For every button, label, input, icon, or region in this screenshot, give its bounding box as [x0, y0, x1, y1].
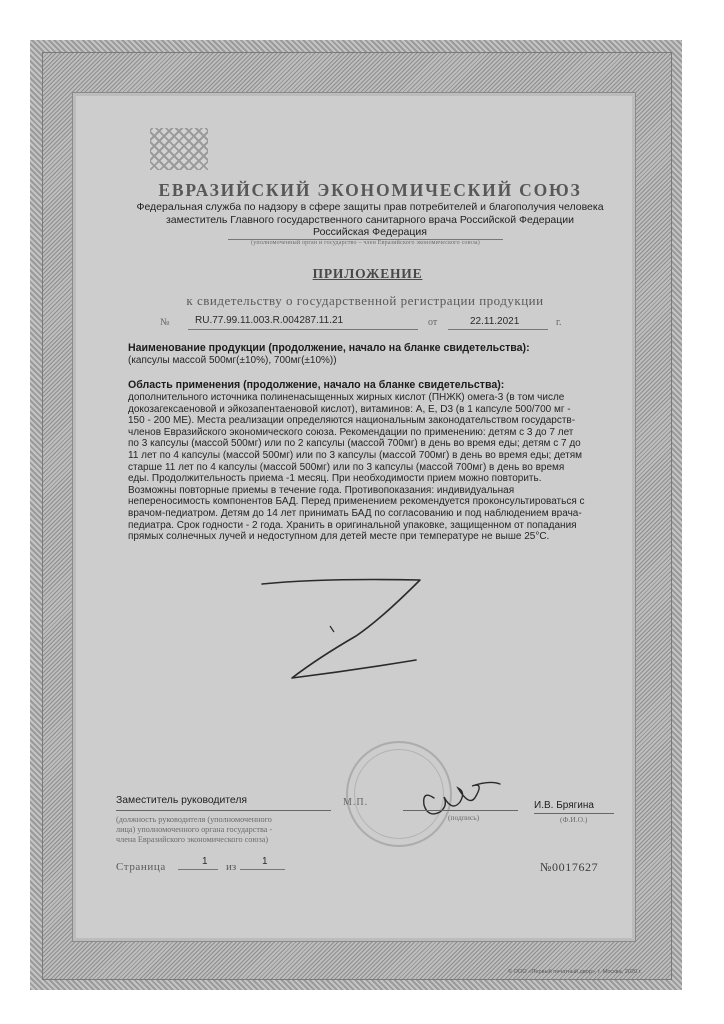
- application-area-line: педиатра. Срок годности - 2 года. Хранить в оригинальной упаковке, защищенном от попадания: [128, 519, 577, 531]
- application-area-line: еды. Продолжительность приема -1 месяц. При необходимости прием можно повторить.: [128, 473, 542, 485]
- signature-underline: [403, 810, 518, 811]
- application-area-text: [128, 392, 618, 543]
- product-name-heading: Наименование продукции (продолжение, начало на бланке свидетельства):: [128, 342, 530, 354]
- form-serial-number: №0017627: [540, 860, 599, 874]
- application-area-line: докозагексаеновой и эйкозапентаеновой кислот), витаминов: А, Е, D3 (в 1 капсуле 500/700 мг -: [128, 403, 571, 415]
- product-name-line: (капсулы массой 500мг(±10%), 700мг(±10%)): [128, 355, 337, 366]
- appendix-title: ПРИЛОЖЕНИЕ: [312, 266, 423, 281]
- stamp-place-mark: М.П.: [343, 797, 369, 808]
- signer-name-underline: [534, 813, 614, 814]
- registration-number-underline: [188, 329, 418, 330]
- application-area-line: 11 лет по 4 капсулы (массой 500мг) или по 3 капсулы (массой 700мг) в день во время еды; детям: [128, 449, 582, 461]
- registration-date-underline: [448, 329, 548, 330]
- union-title: ЕВРАЗИЙСКИЙ ЭКОНОМИЧЕСКИЙ СОЮЗ: [158, 180, 582, 200]
- registration-date-label: от: [428, 317, 438, 328]
- registration-number: RU.77.99.11.003.R.004287.11.21: [195, 315, 344, 326]
- application-area-line: врачом-педиатром. Детям до 14 лет принимать БАД по согласованию и под наблюдением врача-: [128, 507, 582, 519]
- signature-caption: (подпись): [448, 813, 480, 822]
- application-area-line: прямых солнечных лучей и недоступном для детей месте при температуре не выше 25°С.: [128, 531, 550, 543]
- page-label: Страница: [116, 861, 166, 873]
- appendix-subtitle: к свидетельству о государственной регистрации продукции: [186, 293, 544, 308]
- application-area-line: по 3 капсулы (массой 500мг) или по 2 капсулы (массой 700мг) в день во время еды; детям с 7 до: [128, 438, 581, 450]
- page-number-underline: [178, 869, 218, 870]
- role-caption-line: лица) уполномоченного органа государства -: [116, 824, 273, 834]
- application-area-line: непереносимость компонентов БАД. Перед применением рекомендуется проконсультироваться с: [128, 496, 585, 508]
- role-caption-line: (должность руководителя (уполномоченного: [116, 815, 272, 824]
- application-area-line: Возможны повторные приемы в течение года. Противопоказания: индивидуальная: [128, 484, 515, 496]
- application-area-line: членов Евразийского экономического союза. Рекомендации по применению: детям с 3 до 7 лет: [128, 426, 574, 438]
- registration-year-suffix: г.: [556, 317, 562, 328]
- issuing-agency: [116, 201, 624, 239]
- application-area-line: дополнительного источника полиненасыщенных жирных кислот (ПНЖК) омега-3 (в том числе: [128, 392, 565, 403]
- page-total-underline: [240, 869, 285, 870]
- page-number: 1: [202, 856, 208, 867]
- page-of-label: из: [226, 861, 237, 873]
- application-area-line: старше 11 лет по 4 капсулы (массой 500мг) или по 3 капсулы (массой 700мг) в день во время: [128, 461, 565, 473]
- printer-imprint: © ООО «Первый печатный двор», г. Москва, 2020 г.: [508, 969, 642, 975]
- role-caption: [116, 815, 356, 844]
- agency-line: Федеральная служба по надзору в сфере защиты прав потребителей и благополучия человека: [136, 201, 604, 213]
- agency-line: Российская Федерация: [313, 226, 427, 239]
- application-area-heading: Область применения (продолжение, начало на бланке свидетельства):: [128, 379, 505, 391]
- security-pattern-emblem: [150, 128, 208, 170]
- round-seal-stamp: [346, 741, 452, 847]
- role-underline: [116, 810, 331, 811]
- application-area-line: 150 - 200 МЕ). Места реализации определяются национальным законодательством государств-: [128, 415, 576, 427]
- signer-role: Заместитель руководителя: [116, 795, 248, 806]
- page-total: 1: [262, 856, 268, 867]
- agency-line: заместитель Главного государственного санитарного врача Российской Федерации: [165, 213, 575, 226]
- registration-number-label: №: [160, 317, 170, 328]
- product-name-text: [128, 355, 337, 367]
- name-caption: (Ф.И.О.): [560, 815, 588, 824]
- agency-caption: (уполномоченный орган и государство – член Евразийского экономического союза): [251, 240, 480, 246]
- role-caption-line: члена Евразийского экономического союза): [116, 834, 269, 844]
- signer-name: И.В. Брягина: [534, 800, 594, 811]
- registration-date: 22.11.2021: [470, 316, 520, 327]
